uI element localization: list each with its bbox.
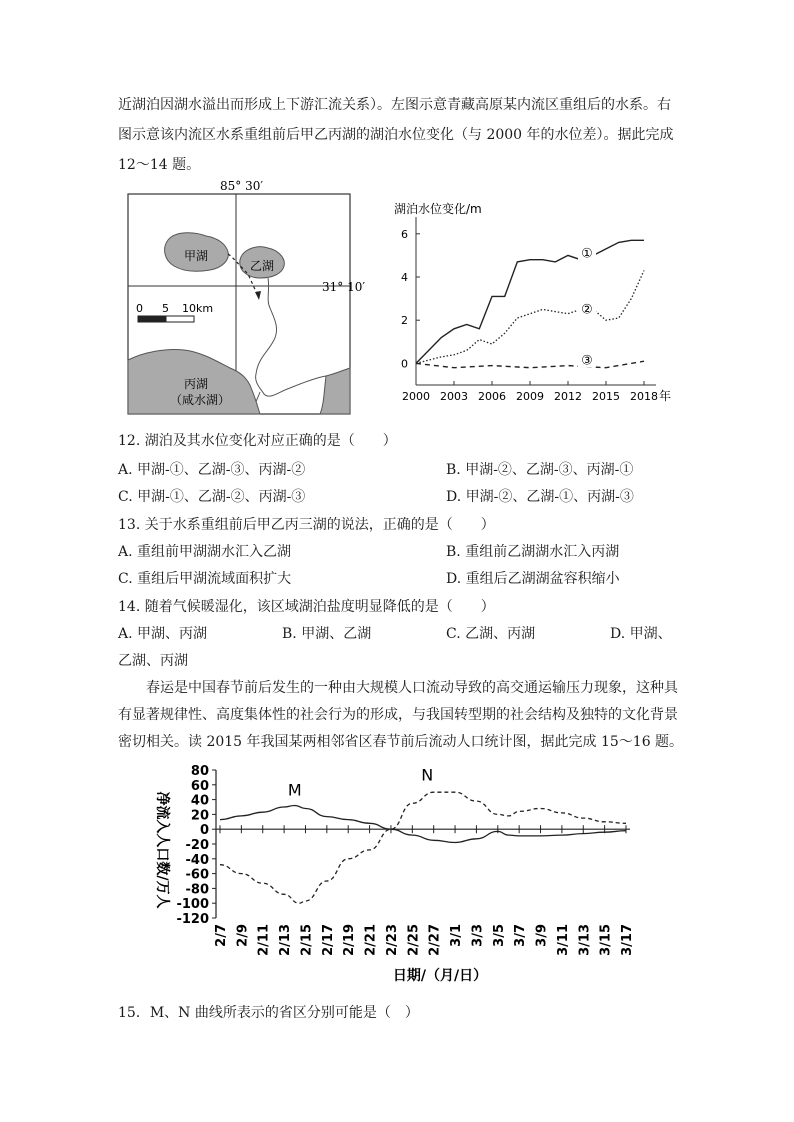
chart1-y-tick-label: 2 (401, 314, 408, 328)
chart2-x-tick-label: 3/1 (449, 924, 465, 947)
passage2-line-2: 有显著规律性、高度集体性的社会行为的形成，与我国转型期的社会结构及独特的文化背景 (118, 707, 678, 723)
intro-line-1: 近湖泊因湖水溢出而形成上下游汇流关系）。左图示意青藏高原某内流区重组后的水系。右 (118, 97, 671, 113)
q13-stem: 13. 关于水系重组前后甲乙丙三湖的说法，正确的是（ ） (118, 517, 495, 533)
chart2-ylabel: 净流入人口数/万人 (154, 791, 170, 909)
chart2-series-label-N: N (421, 765, 434, 785)
chart1-y-tick-label: 0 (401, 357, 408, 371)
lake-bing-note: （咸水湖） (170, 393, 231, 407)
chart2-x-tick-label: 3/7 (513, 924, 529, 947)
chart1-x-tick-label: 2006 (478, 390, 506, 403)
chart1-xlabel: 年 (659, 389, 672, 403)
chart2-x-tick-label: 3/15 (598, 924, 614, 956)
chart2-y-tick-label: 60 (190, 778, 209, 794)
chart2-y-tick-label: 80 (190, 764, 209, 779)
chart2-y-tick-label: 0 (199, 823, 209, 839)
chart1-series-2 (416, 271, 644, 364)
q14-option-a[interactable]: A. 甲湖、丙湖 (118, 626, 208, 642)
water-level-chart (376, 195, 676, 410)
chart2-x-tick-label: 2/15 (299, 924, 315, 956)
migration-chart (150, 758, 650, 990)
chart2-x-tick-label: 3/5 (491, 924, 507, 947)
chart2-y-tick-label: -40 (185, 852, 209, 868)
chart2-x-tick-label: 2/25 (406, 924, 422, 956)
intro-line-2: 图示意该内流区水系重组前后甲乙丙湖的湖泊水位变化（与 2000 年的水位差）。据此完成 (118, 127, 674, 143)
q12-option-d[interactable]: D. 甲湖-②、乙湖-①、丙湖-③ (446, 489, 634, 505)
q12-stem: 12. 湖泊及其水位变化对应正确的是（ ） (118, 433, 397, 449)
q14-option-b[interactable]: B. 甲湖、乙湖 (282, 626, 372, 642)
lake-bing-label: 丙湖 (184, 377, 209, 391)
chart2-series-N (220, 792, 626, 903)
q14-option-d[interactable]: D. 甲湖、 (610, 626, 672, 642)
chart2-x-tick-label: 2/7 (214, 924, 229, 947)
chart2-x-tick-label: 3/17 (620, 924, 635, 956)
chart1-x-tick-label: 2000 (402, 390, 430, 403)
chart2-x-tick-label: 3/9 (534, 924, 550, 947)
chart2-x-tick-label: 2/13 (278, 924, 294, 956)
chart1-x-tick-label: 2015 (592, 390, 620, 403)
q13-option-d[interactable]: D. 重组后乙湖湖盆容积缩小 (446, 571, 620, 587)
q12-option-b[interactable]: B. 甲湖-②、乙湖-③、丙湖-① (446, 462, 634, 478)
scale-10km: 10km (182, 302, 214, 315)
chart1-x-tick-label: 2018 (630, 390, 658, 403)
intro-line-3: 12～14 题。 (118, 157, 201, 173)
chart2-y-tick-label: 20 (190, 808, 209, 824)
q14-stem: 14. 随着气候暖湿化，该区域湖泊盐度明显降低的是（ ） (118, 599, 495, 615)
lake-jia-label: 甲湖 (184, 249, 209, 263)
chart1-series-3 (416, 361, 644, 368)
q13-option-c[interactable]: C. 重组后甲湖流域面积扩大 (118, 571, 292, 587)
chart1-series-label-2: ② (581, 302, 593, 318)
chart1-x-tick-label: 2003 (440, 390, 468, 403)
chart2-y-tick-label: -20 (185, 838, 209, 853)
chart2-series-label-M: M (287, 780, 302, 800)
q12-option-a[interactable]: A. 甲湖-①、乙湖-③、丙湖-② (118, 462, 306, 478)
q13-option-a[interactable]: A. 重组前甲湖湖水汇入乙湖 (118, 544, 292, 560)
chart2-xlabel: 日期/（月/日） (392, 968, 488, 984)
chart1-x-tick-label: 2009 (516, 390, 544, 403)
scale-0: 0 (136, 302, 143, 315)
chart1-y-tick-label: 6 (401, 227, 408, 241)
chart2-x-tick-label: 2/21 (363, 924, 379, 956)
passage2-line-3: 密切相关。读 2015 年我国某两相邻省区春节前后流动人口统计图，据此完成 15～16 题。 (118, 734, 684, 750)
lake-system-map (118, 178, 368, 420)
chart2-x-tick-label: 3/3 (470, 924, 486, 947)
chart1-series-1 (416, 240, 644, 363)
chart2-x-tick-label: 3/11 (555, 924, 571, 956)
chart2-x-tick-label: 3/13 (577, 924, 593, 956)
chart2-series-M (220, 806, 626, 843)
chart1-series-label-1: ① (581, 246, 593, 262)
passage2-line-1: 春运是中国春节前后发生的一种由大规模人口流动导致的高交通运输压力现象，这种具 (146, 680, 678, 696)
q15-stem: 15．M、N 曲线所表示的省区分别可能是（ ） (118, 1005, 419, 1021)
chart2-y-tick-label: -60 (185, 867, 209, 883)
chart2-x-tick-label: 2/17 (320, 924, 336, 956)
chart1-y-tick-label: 4 (401, 271, 408, 284)
chart2-y-tick-label: -80 (185, 882, 209, 898)
chart1-x-tick-label: 2012 (554, 390, 582, 403)
scale-5: 5 (162, 302, 169, 315)
chart2-x-tick-label: 2/11 (256, 924, 272, 956)
chart1-title: 湖泊水位变化/m (394, 202, 482, 216)
chart2-x-tick-label: 2/19 (342, 924, 358, 956)
chart2-y-tick-label: 40 (190, 793, 209, 809)
chart2-x-tick-label: 2/23 (384, 924, 400, 956)
q14-option-c[interactable]: C. 乙湖、丙湖 (446, 626, 536, 642)
q13-option-b[interactable]: B. 重组前乙湖湖水汇入丙湖 (446, 544, 620, 560)
chart1-series-label-3: ③ (581, 353, 593, 369)
q14-option-d-cont[interactable]: 乙湖、丙湖 (118, 653, 188, 669)
latitude-label: 31° 10′ (322, 280, 366, 294)
chart2-x-tick-label: 2/27 (427, 924, 443, 956)
chart2-x-tick-label: 2/9 (235, 924, 251, 947)
longitude-label: 85° 30′ (220, 179, 264, 193)
lake-yi-label: 乙湖 (250, 259, 275, 273)
q12-option-c[interactable]: C. 甲湖-①、乙湖-②、丙湖-③ (118, 489, 306, 505)
chart2-y-tick-label: -120 (176, 912, 209, 927)
chart2-y-tick-label: -100 (176, 897, 209, 913)
